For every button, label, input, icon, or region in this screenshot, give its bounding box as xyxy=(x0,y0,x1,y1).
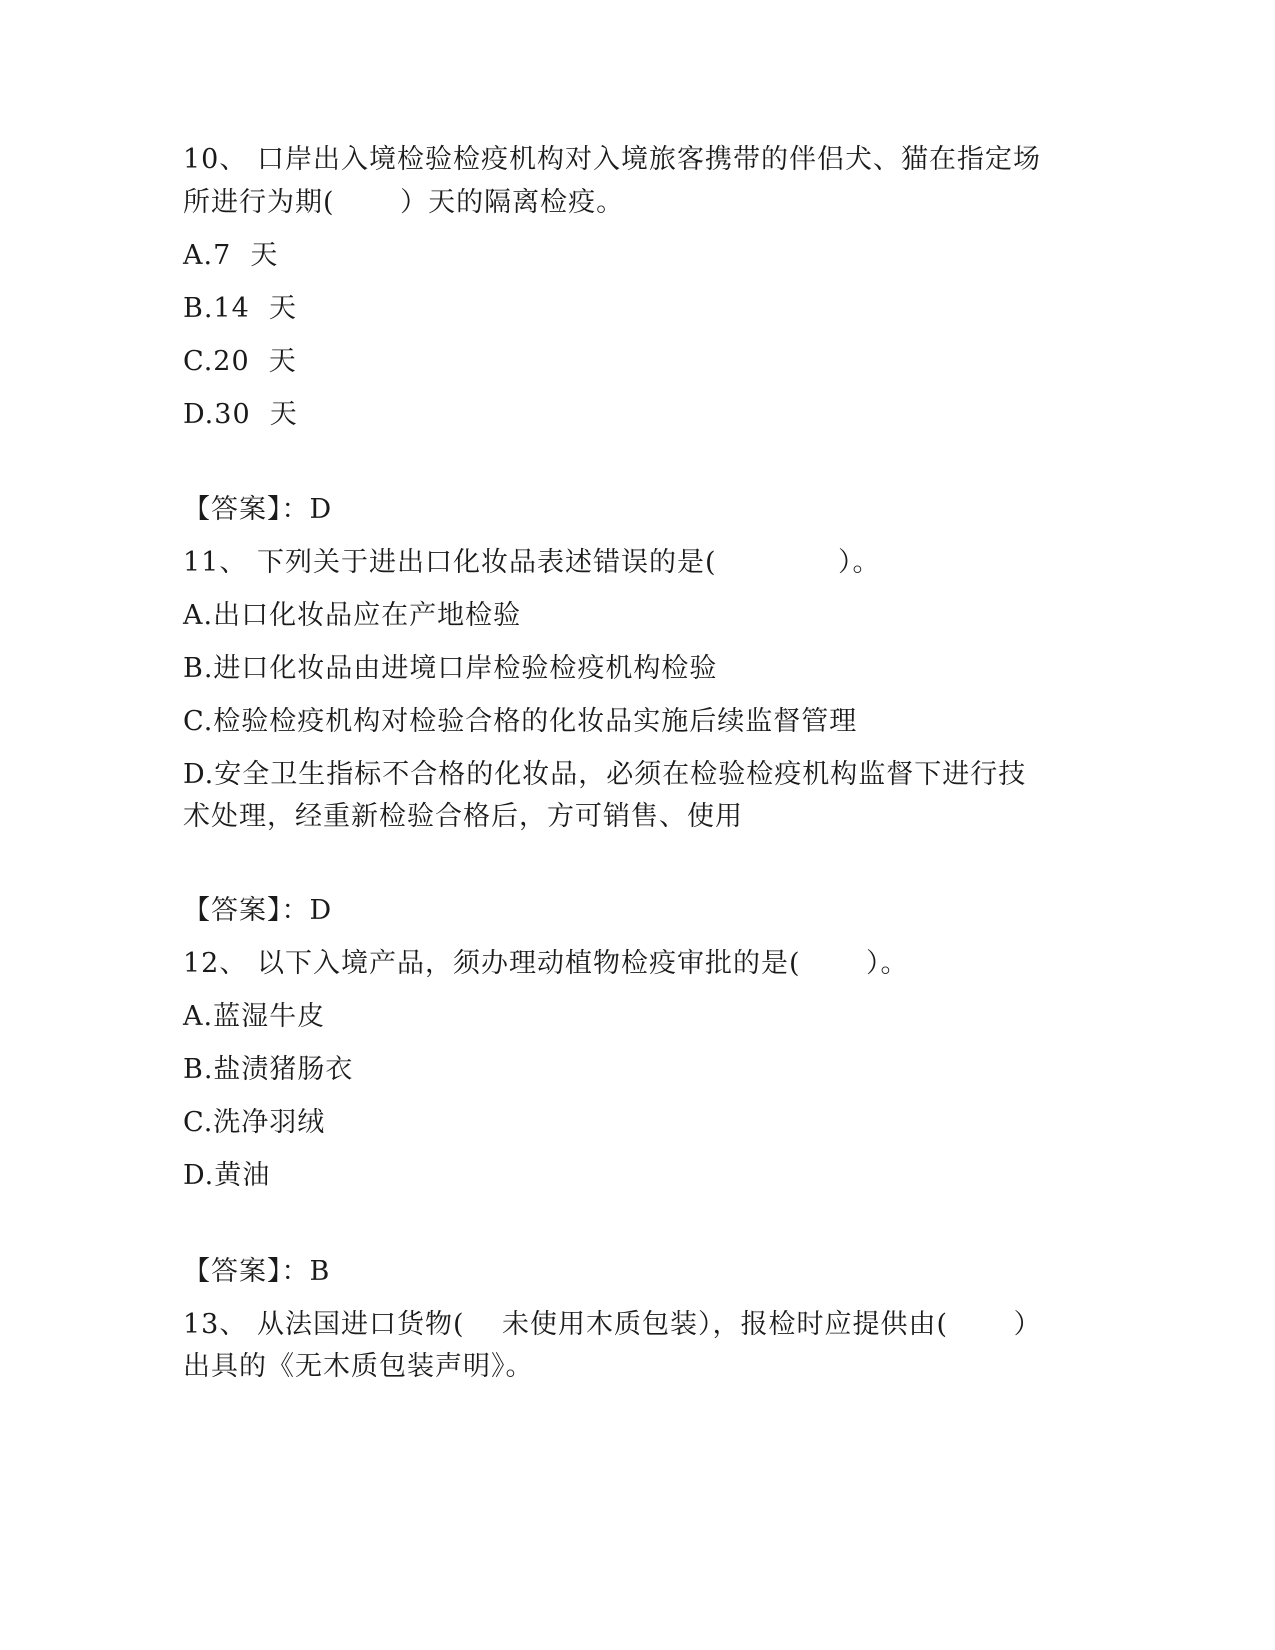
question-11-stem-line-1: 11、 下列关于进出口化妆品表述错误的是( ）。 xyxy=(183,547,881,578)
question-12-option-c: C.洗净羽绒 xyxy=(183,1107,326,1138)
question-13-stem-line-1: 13、 从法国进口货物( 未使用木质包装），报检时应提供由( ） xyxy=(183,1309,1042,1340)
question-12-option-b: B.盐渍猪肠衣 xyxy=(183,1054,354,1085)
question-10-option-a: A.7 天 xyxy=(183,240,279,271)
question-11-answer: 【答案】：D xyxy=(183,895,333,926)
question-10-option-d: D.30 天 xyxy=(183,399,298,430)
question-10-option-c: C.20 天 xyxy=(183,346,297,377)
question-11-option-d-line-2: 术处理，经重新检验合格后，方可销售、使用 xyxy=(183,801,743,832)
question-11-option-d-line-1: D.安全卫生指标不合格的化妆品，必须在检验检疫机构监督下进行技 xyxy=(183,759,1027,790)
question-12-answer: 【答案】：B xyxy=(183,1256,331,1287)
question-10-option-b: B.14 天 xyxy=(183,293,297,324)
question-12-option-d: D.黄油 xyxy=(183,1160,271,1191)
question-11-option-b: B.进口化妆品由进境口岸检验检疫机构检验 xyxy=(183,653,718,684)
question-13-stem-line-2: 出具的《无木质包装声明》。 xyxy=(183,1351,534,1382)
question-11-option-a: A.出口化妆品应在产地检验 xyxy=(183,600,522,631)
question-10-answer: 【答案】：D xyxy=(183,494,333,525)
question-10-stem-line-2: 所进行为期( ）天的隔离检疫。 xyxy=(183,187,625,218)
question-12-stem-line-1: 12、 以下入境产品，须办理动植物检疫审批的是( ）。 xyxy=(183,948,909,979)
question-12-option-a: A.蓝湿牛皮 xyxy=(183,1001,326,1032)
question-10-stem-line-1: 10、 口岸出入境检验检疫机构对入境旅客携带的伴侣犬、猫在指定场 xyxy=(183,144,1041,175)
question-11-option-c: C.检验检疫机构对检验合格的化妆品实施后续监督管理 xyxy=(183,706,858,737)
